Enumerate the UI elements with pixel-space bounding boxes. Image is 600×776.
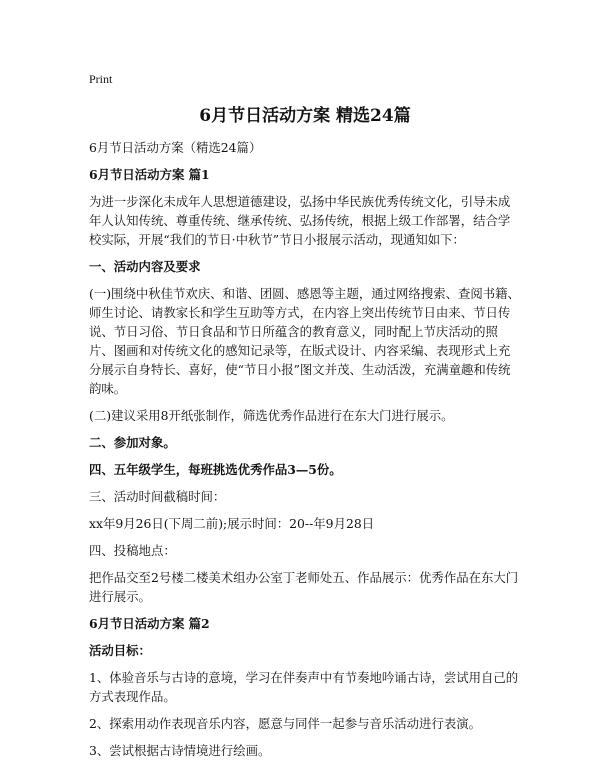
- document-subtitle: 6月节日活动方案（精选24篇）: [89, 140, 262, 155]
- heading-grade-students: 四、五年级学生，每班挑选优秀作品3—5份。: [89, 462, 342, 477]
- document-page: [89, 72, 521, 768]
- paragraph-dates: xx年9月26日(下周二前);展示时间：20--年9月28日: [89, 516, 375, 531]
- heading-activity-content: 一、活动内容及要求: [89, 259, 201, 274]
- paragraph-requirement-2: (二)建议采用8开纸张制作，筛选优秀作品进行在东大门进行展示。: [89, 408, 454, 423]
- paragraph-requirement-1: (一)围绕中秋佳节欢庆、和谐、团圆、感恩等主题，通过网络搜索、查阅书籍、师生讨论、请教家长和学生互助等方式，在内容上突出传统节日由来、节日传说、节日习俗、节日食品和节日所蕴含的教育意义，同时配上节庆活动的照片、图画和对传统文化的感知记录等，在版式设计、内容采编、表现形式上充分展示自身特长、喜好，使“节日小报”图文并茂、生动活泼，充满童趣和传统韵味。: [89, 286, 520, 396]
- heading-participants: 二、参加对象。: [89, 435, 176, 450]
- heading-submission-location: 四、投稿地点：: [89, 543, 176, 558]
- goal-item-3: 3、尝试根据古诗情境进行绘画。: [89, 743, 271, 758]
- goal-item-2: 2、探索用动作表现音乐内容，愿意与同伴一起参与音乐活动进行表演。: [89, 716, 481, 731]
- print-label[interactable]: Print: [89, 72, 113, 86]
- section-heading-1: 6月节日活动方案 篇1: [89, 167, 210, 182]
- document-title: 6月节日活动方案 精选24篇: [199, 106, 411, 126]
- paragraph-intro: 为进一步深化未成年人思想道德建设，弘扬中华民族优秀传统文化，引导未成年人认知传统、尊重传统、继承传统、弘扬传统，根据上级工作部署，结合学校实际，开展“我们的节日·中秋节”节日小报展示活动，现通知如下：: [89, 194, 511, 247]
- paragraph-submission: 把作品交至2号楼二楼美术组办公室丁老师处五、作品展示：优秀作品在东大门进行展示。: [89, 570, 519, 604]
- heading-goals: 活动目标：: [89, 643, 151, 658]
- section-heading-2: 6月节日活动方案 篇2: [89, 616, 210, 631]
- heading-activity-time: 三、活动时间截稿时间：: [89, 489, 226, 504]
- goal-item-1: 1、体验音乐与古诗的意境，学习在伴奏声中有节奏地吟诵古诗，尝试用自己的方式表现作品。: [89, 670, 519, 704]
